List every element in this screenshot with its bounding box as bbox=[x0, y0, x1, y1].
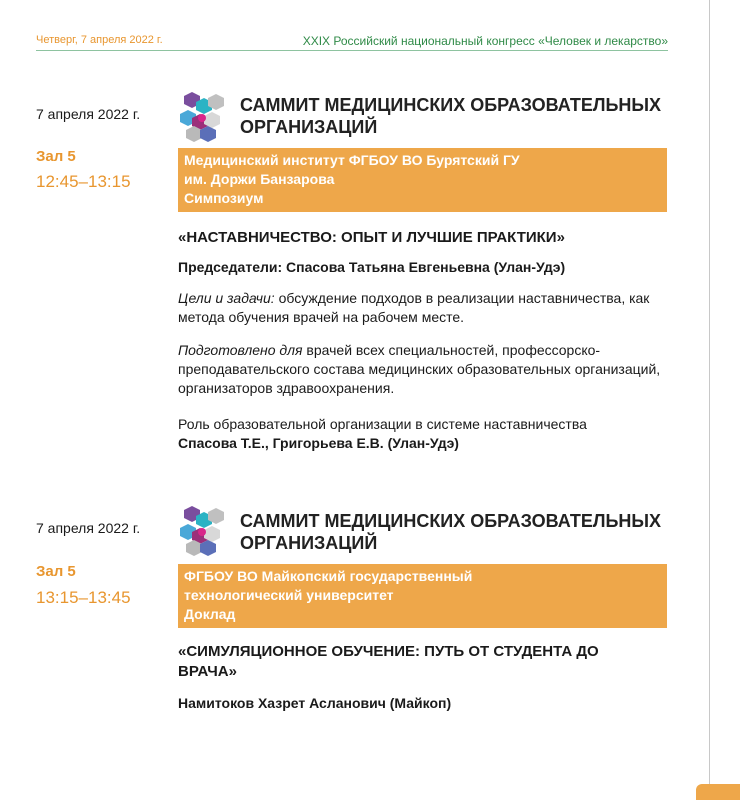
speaker-name: Намитоков Хазрет Асланович (Майкоп) bbox=[178, 695, 452, 711]
summit-title bbox=[240, 510, 680, 554]
session-time: 13:15–13:45 bbox=[36, 588, 131, 607]
session-goals bbox=[178, 289, 668, 327]
page-edge-divider bbox=[709, 0, 710, 800]
summit-logo-icon bbox=[178, 88, 232, 142]
session-topic: «НАСТАВНИЧЕСТВО: ОПЫТ И ЛУЧШИЕ ПРАКТИКИ» bbox=[178, 229, 565, 246]
audience-label: Подготовлено для bbox=[178, 342, 303, 358]
organizer-name: технологический университет bbox=[184, 587, 394, 603]
session-date: 7 апреля 2022 г. bbox=[36, 520, 141, 536]
goals-text: обсуждение подходов в реализации наставничества, как метода обучения врачей на рабочем месте. bbox=[178, 290, 650, 325]
session-audience bbox=[178, 341, 668, 398]
session-format: Доклад bbox=[184, 606, 236, 622]
organizer-box bbox=[178, 148, 667, 212]
session-date: 7 апреля 2022 г. bbox=[36, 106, 141, 122]
session-format: Симпозиум bbox=[184, 190, 264, 206]
topic-line: ВРАЧА» bbox=[178, 663, 237, 680]
organizer-name: Медицинский институт ФГБОУ ВО Бурятский ГУ bbox=[184, 152, 520, 168]
audience-text: врачей всех специальностей, профессорско-преподавательского состава медицинских образовательных организаций, организаторов здравоохранения. bbox=[178, 342, 661, 396]
summit-title-line: ОРГАНИЗАЦИЙ bbox=[240, 117, 378, 137]
talk-title: Роль образовательной организации в системе наставничества bbox=[178, 416, 587, 432]
summit-logo-icon bbox=[178, 502, 232, 556]
organizer-name: ФГБОУ ВО Майкопский государственный bbox=[184, 568, 473, 584]
organizer-name: им. Доржи Банзарова bbox=[184, 171, 335, 187]
session-topic bbox=[178, 642, 648, 682]
summit-title bbox=[240, 94, 680, 138]
summit-title-line: САММИТ МЕДИЦИНСКИХ ОБРАЗОВАТЕЛЬНЫХ bbox=[240, 95, 662, 115]
header-date: Четверг, 7 апреля 2022 г. bbox=[36, 34, 163, 46]
summit-title-line: ОРГАНИЗАЦИЙ bbox=[240, 533, 378, 553]
talk-authors: Спасова Т.Е., Григорьева Е.В. (Улан-Удэ) bbox=[178, 435, 459, 451]
page-header bbox=[36, 30, 668, 52]
summit-title-line: САММИТ МЕДИЦИНСКИХ ОБРАЗОВАТЕЛЬНЫХ bbox=[240, 511, 662, 531]
topic-line: «СИМУЛЯЦИОННОЕ ОБУЧЕНИЕ: ПУТЬ ОТ СТУДЕНТА ДО bbox=[178, 643, 599, 660]
goals-label: Цели и задачи: bbox=[178, 290, 275, 306]
session-chairs: Председатели: Спасова Татьяна Евгеньевна (Улан-Удэ) bbox=[178, 259, 566, 275]
page-corner-tab bbox=[696, 784, 740, 800]
session-hall: Зал 5 bbox=[36, 148, 76, 165]
header-rule bbox=[36, 50, 668, 51]
session-time: 12:45–13:15 bbox=[36, 172, 131, 191]
session-hall: Зал 5 bbox=[36, 563, 76, 580]
organizer-box bbox=[178, 564, 667, 628]
header-conference-title: XXIX Российский национальный конгресс «Человек и лекарство» bbox=[302, 34, 668, 48]
